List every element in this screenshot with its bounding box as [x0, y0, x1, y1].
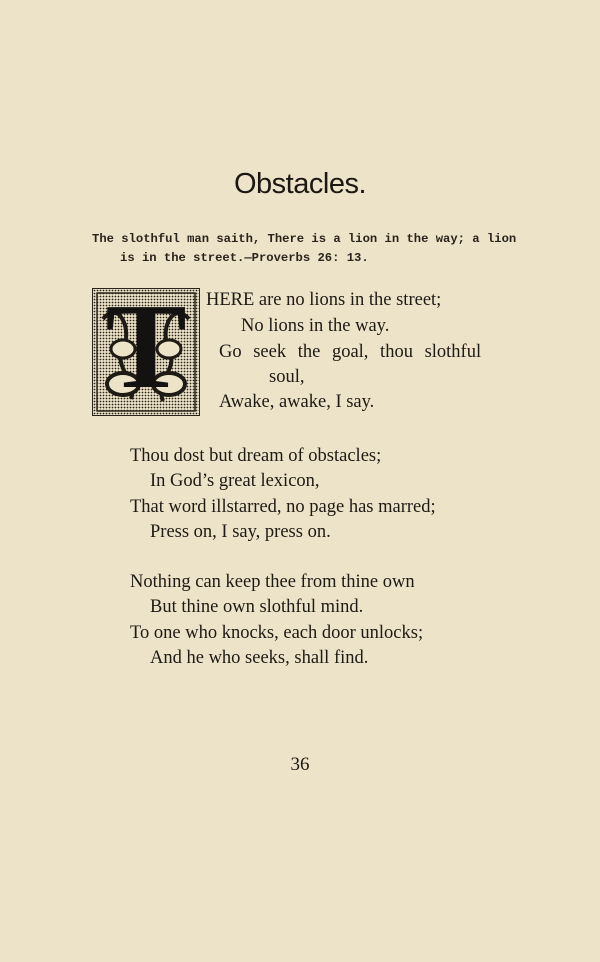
stanza-2-line-4: Press on, I say, press on.	[150, 522, 331, 542]
epigraph	[92, 230, 532, 268]
epigraph-line-1: The slothful man saith, There is a lion in the way; a lion	[92, 232, 517, 246]
stanza-1-line-4: soul,	[269, 367, 305, 387]
decorated-initial-t	[92, 279, 200, 416]
stanza-1-line-5: Awake, awake, I say.	[219, 392, 375, 412]
poem-title: Obstacles.	[234, 168, 366, 200]
stanza-2-line-2: In God’s great lexicon,	[150, 471, 320, 491]
stanza-1-line-3: Go seek the goal, thou slothful	[219, 342, 482, 362]
stanza-3-line-1: Nothing can keep thee from thine own	[130, 572, 415, 592]
page-number: 36	[290, 754, 310, 775]
stanza-3-line-3: To one who knocks, each door unlocks;	[130, 623, 424, 643]
stanza-3-line-4: And he who seeks, shall find.	[150, 648, 369, 668]
stanza-1-line-2: No lions in the way.	[241, 316, 390, 336]
stanza-2-line-3: That word illstarred, no page has marred;	[130, 497, 436, 517]
epigraph-line-2: is in the street.—Proverbs 26: 13.	[120, 251, 369, 265]
initial-letter: T	[105, 279, 187, 414]
stanza-3-line-2: But thine own slothful mind.	[150, 597, 364, 617]
stanza-1-line-1: HERE are no lions in the street;	[206, 290, 442, 310]
stanza-2-line-1: Thou dost but dream of obstacles;	[130, 446, 382, 466]
